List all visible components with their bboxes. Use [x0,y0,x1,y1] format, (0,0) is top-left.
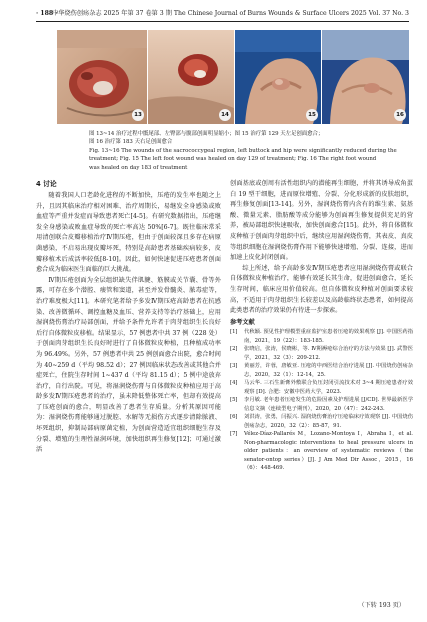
reference-number: [3] [230,363,238,370]
reference-item [230,430,413,473]
reference-text: 张晓启，张涛，侯晓彬，等. Ⅳ期褥疮综合治疗的方法与效果 [J]. 武警医学，2021，32（3）：209-212. [244,346,413,361]
reference-item [230,362,413,379]
caption-en-line-2: treatment; Fig. 15 The left foot wound was healed on day 129 of treatment; Fig. 16 The right foot wound [89,156,377,163]
conclusion-paragraph: 综上所述，给予高龄多发Ⅳ期压疮患者应用湿润烧伤膏或联合自体微粒皮种植治疗，能够有效延长其生命，促进创面愈合，延长生存时间，临床应用价值较高。但自体微粒皮种植对创面要求较高，不适用于肉芽组织生长较差以及高龄临终状态患者，如何提高此类患者的治疗效果仍有待进一步探索。 [230,264,413,315]
reference-item [230,345,413,362]
reference-number: [4] [230,380,238,387]
right-column [230,179,413,473]
reference-text: Vélez-Díaz-Pallarés M，Lozano-Montoya I，Abraha I，et al. Non-pharmacologic interventions to heal pressure ulcers in older patients：an overview of systematic reviews（the senator-ontop series）[J]. J Am Med Dir Assoc，2015，16（6）：448-469. [244,431,413,472]
caption-cn-line-2: 图 16 治疗第 183 天右足创面愈合 [89,139,173,146]
photo-label-16: 16 [394,109,406,121]
reference-number: [5] [230,397,238,404]
reference-text: 黄丽芳，许蓉，唐敏亚. 压疮的中西医结合治疗进展 [J]. 中国烧伤创疡杂志，2020，32（1）：12-14，25. [244,363,413,378]
photo-label-15: 15 [306,109,318,121]
caption-en-line-1: Fig. 13~16 The wounds of the sacrococcygeal region, left buttock and hip were significantly reduced during the [89,147,397,154]
reference-number: [6] [230,414,238,421]
photo-15 [235,30,321,124]
reference-number: [1] [230,329,238,336]
photo-label-14: 14 [219,109,231,121]
caption-en-line-3: was healed on day 183 of treatment [89,164,188,171]
left-column [36,179,221,456]
continued-note: （下转 193 页） [358,602,405,609]
page-number: · 188 · [36,10,58,17]
photo-16 [322,30,409,124]
discussion-paragraph-1: 随着我国人口老龄化进程的不断加快，压疮的发生率也随之上升，且因其临床治疗相对困难、治疗周期长，易继发全身感染或败血症等严重并发症而导致患者死亡[4-5]。有研究数据指出，压疮继发全身感染或败血症导致的死亡率高达 50%[6-7]。既往临床常采用清创联合皮瓣移植治疗Ⅳ期压疮，但由于创面较深且多存在病原菌感染，不启易出现皮瓣坏死，特别是高龄患者基础疾病较多，皮瓣移植术后成活率较低[8-10]。因此，如何快速促进压疮患者创面愈合成为临床医生面临的巨大挑战。 [36,192,221,274]
reference-item [230,379,413,396]
reference-item [230,396,413,413]
reference-text: 马云华. 三石生新膏外敷联合负压封闭引流技术对 3~4 期压疮患者疗效观察 [D]. 合肥：安徽中医药大学，2023. [244,380,413,395]
reference-item [230,328,413,345]
photo-label-13: 13 [132,109,144,121]
figure-caption [89,130,397,172]
journal-title: 中华烧伤创疡杂志 2025 年第 37 卷第 3 期 The Chinese Journal of Burns Wounds & Surface Ulcers 2025 Vol. 37 No. 3 [52,10,409,17]
references-heading: 参考文献 [230,318,255,326]
figure-photos [57,30,409,124]
reference-text: 刘洪涛，张勇，闫振兴. 湿润烧伤膏治疗压疮临床疗效观察 [J]. 中国烧伤创疡杂志，2020，32（2）：85-87，91. [244,414,413,429]
header-rule [36,21,409,22]
reference-item [230,413,413,430]
reference-number: [7] [230,431,238,438]
discussion-paragraph-3: 创面基底或创周有活性组织内的潜能再生细胞，并将其诱导成角蛋白 19 型干细胞，进而原位增殖、分裂、分化形成新的皮肤组织，再生修复创面[13-14]。另外，湿润烧伤膏内含有的维生素、氨基酸、微量元素、脂肪酸等成分能够为创面再生修复提供充足的营养，被局部组织快速吸收，加快创面愈合[15]。此外，将自体微粒皮种植于创面肉芽组织中后，继续应用湿润烧伤膏，其表皮、真皮等组织细胞在湿润烧伤膏作用下能够快速增殖、分裂、连接，进而加速上皮化封闭创面。 [230,180,413,262]
caption-cn-line-1: 图 13~14 治疗过程中骶尾部、左臀部与髋部创面明显缩小；图 15 治疗第 129 天左足创面愈合； [89,131,324,137]
photo-14 [148,30,234,124]
photo-13 [57,30,147,124]
discussion-heading: 4 讨论 [36,180,57,188]
reference-list [230,328,413,473]
reference-text: 代秋颖. 预见性护理模型重症监护室患者压疮的效果观察 [J]. 中国医药指南，2021，19（22）：183-185. [244,329,413,344]
reference-number: [2] [230,346,238,353]
running-header [36,8,409,20]
reference-text: 李月敏. 老年患者压疮发生的危险因素及护理进展 [J/CD]. 世界最新医学信息文摘（连续型电子期刊），2020，20（47）：242-243. [244,397,413,412]
discussion-paragraph-2: Ⅳ期压疮创面为全层组织缺失伴肌腱、筋膜或关节囊、骨等外露，可存在多个潜腔、瘘管和窦道，甚至并发骨髓炎、脓毒症等，治疗难度极大[11]。本研究笔者给予多发Ⅳ期压疮高龄患者在抗感染、改善微循环、调控血糖及血压、营养支持等治疗基础上，应用湿润烧伤膏治疗局部创面，并给予条件允许者于肉芽组织生长良好后行自体微粒皮移植。结果显示，57 例患者中共 37 例（228 处）于创面肉芽组织生长良好时进行了自体微粒皮种植，且种植成功率为 96.49%。另外，57 例患者中共 25 例创面愈合出院，愈合时间为 40~259 d（平均 98.52 d）；27 例因临床状态改善或其他合并症死亡，住院生存时间 1~437 d（平均 81.15 d）；5 例中途放弃治疗，自行出院。可见，将湿润烧伤膏与自体微粒皮种植应用于高龄多发Ⅳ期压疮患者的治疗，虽未降低整体死亡率，但却有效提高了压疮创面的愈合，明显改善了患者生存质量。分析其原因可能为：湿润烧伤膏能够通过脱腔、水解等无损伤方式逐步清除脓液、坏死组织，抑制局部病原菌定植，为创面营造适宜组织细胞生存及分裂、增殖的生理性湿润环境，加快组织再生修复[12]；可通过激活 [36,276,221,454]
